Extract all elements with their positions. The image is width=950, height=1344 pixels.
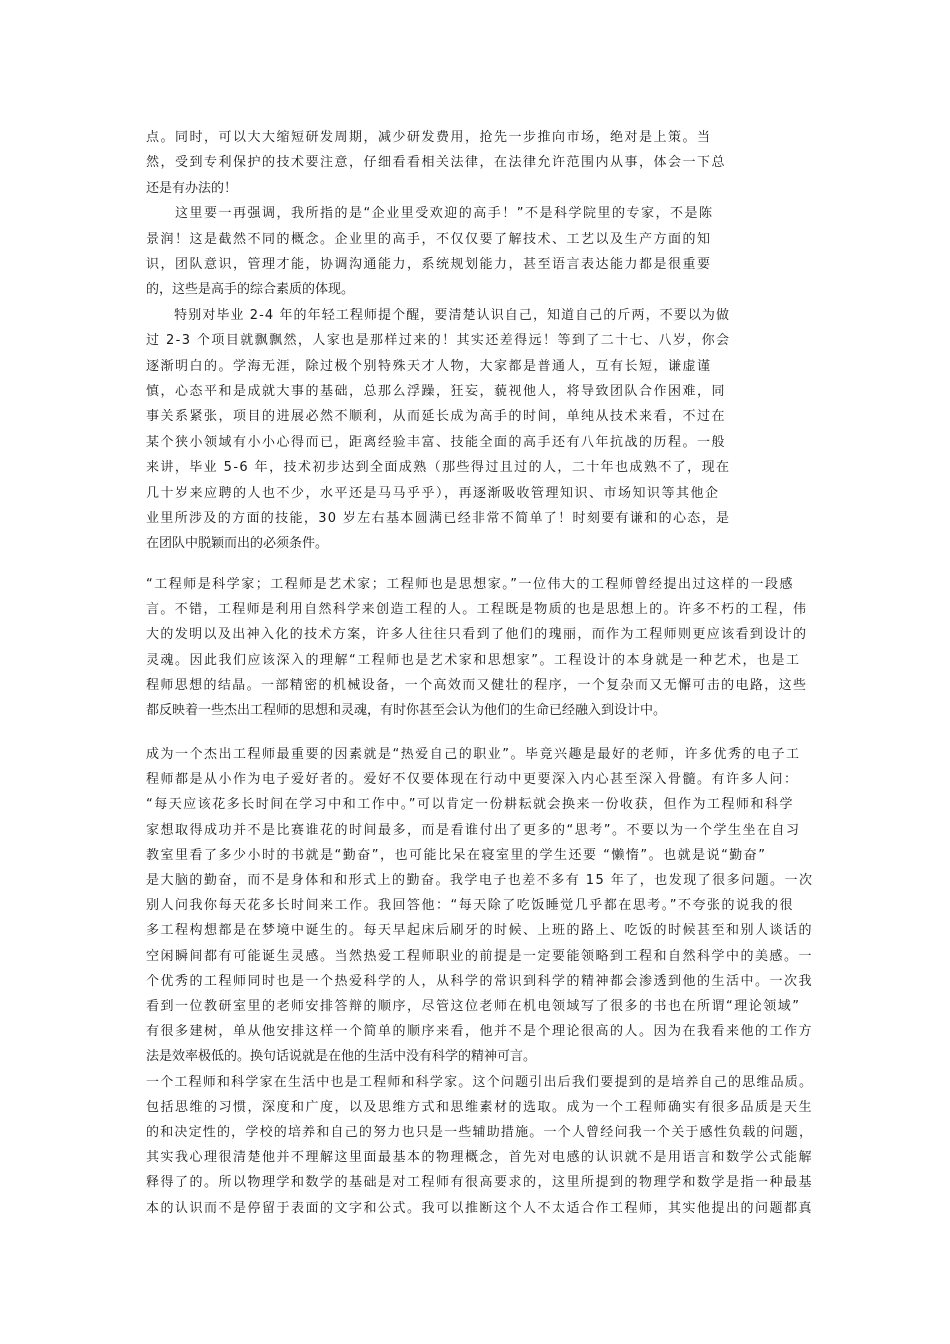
section3-line: 本的认识而不是停留于表面的文字和公式。我可以推断这个人不太适合作工程师，其实他提出的问题都真 [146, 1201, 814, 1216]
section3-line: 多工程构想都是在梦境中诞生的。每天早起床后刷牙的时候、上班的路上、吃饭的时候甚至和别人谈话的 [146, 923, 814, 938]
section3-line: 程师都是从小作为电子爱好者的。爱好不仅要体现在行动中更要深入内心甚至深入骨髓。有许多人问： [146, 772, 799, 787]
section3-line: 别人问我你每天花多长时间来工作。我回答他：“每天除了吃饭睡觉几乎都在思考。”不夸张的说我的很 [146, 898, 794, 913]
section2-line: 大的发明以及出神入化的技术方案，许多人往往只看到了他们的瑰丽，而作为工程师则更应该看到设计的 [146, 627, 808, 642]
section1-line: 来讲，毕业 5-6 年，技术初步达到全面成熟（那些得过且过的人，二十年也成熟不了，现在 [146, 460, 731, 475]
section1-line: 几十岁来应聘的人也不少，水平还是马马乎乎），再逐渐吸收管理知识、市场知识等其他企 [146, 486, 720, 501]
section3-line: 教室里看了多少小时的书就是“勤奋”，也可能比呆在寝室里的学生还要 “懒惰”。也就是说“勤奋” [146, 848, 767, 863]
section3-line: 一个工程师和科学家在生活中也是工程师和科学家。这个问题引出后我们要提到的是培养自己的思维品质。 [146, 1075, 814, 1090]
section2-line: 灵魂。因此我们应该深入的理解“工程师也是艺术家和思想家”。工程设计的本身就是一种艺术，也是工 [146, 653, 801, 668]
section1-line: 识，团队意识，管理才能，协调沟通能力，系统规划能力，甚至语言表达能力都是很重要 [146, 257, 712, 272]
section3-line: 包括思维的习惯，深度和广度，以及思维方式和思维素材的选取。成为一个工程师确实有很多品质是天生 [146, 1100, 814, 1115]
section1-line: 这里要一再强调，我所指的是“企业里受欢迎的高手！”不是科学院里的专家，不是陈 [146, 206, 714, 221]
section2-line: “工程师是科学家；工程师是艺术家；工程师也是思想家。”一位伟大的工程师曾经提出过这样的一段感 [146, 577, 794, 592]
section3-line: 家想取得成功并不是比赛谁花的时间最多，而是看谁付出了更多的“思考”。不要以为一个学生坐在自习 [146, 823, 801, 838]
section1-line: 逐渐明白的。学海无涯，除过极个别特殊天才人物，大家都是普通人，互有长短，谦虚谨 [146, 359, 712, 374]
section3-line: “每天应该花多长时间在学习中和工作中。”可以肯定一份耕耘就会换来一份收获，但作为工程师和科学 [146, 797, 794, 812]
section1-line: 然，受到专利保护的技术要注意，仔细看看相关法律，在法律允许范围内从事，体会一下总 [146, 155, 727, 170]
section2-line: 都反映着一些杰出工程师的思想和灵魂，有时你甚至会认为他们的生命已经融入到设计中。 [146, 703, 667, 718]
section1-line: 特别对毕业 2-4 年的年轻工程师提个醒，要清楚认识自己，知道自己的斤两，不要以为做 [146, 308, 731, 323]
section3-line: 空闲瞬间都有可能诞生灵感。当然热爱工程师职业的前提是一定要能领略到工程和自然科学中的美感。一 [146, 949, 814, 964]
section1-line: 业里所涉及的方面的技能，30 岁左右基本圆满已经非常不简单了！时刻要有谦和的心态，是 [146, 511, 731, 526]
section3-line: 成为一个杰出工程师最重要的因素就是“热爱自己的职业”。毕竟兴趣是最好的老师，许多优秀的电子工 [146, 747, 801, 762]
section2-line: 言。不错，工程师是利用自然科学来创造工程的人。工程既是物质的也是思想上的。许多不朽的工程，伟 [146, 602, 808, 617]
section3-line: 个优秀的工程师同时也是一个热爱科学的人，从科学的常识到科学的精神都会渗透到他的生活中。一次我 [146, 974, 814, 989]
section1-line: 的，这些是高手的综合素质的体现。 [146, 282, 355, 297]
section1-line: 点。同时，可以大大缩短研发周期，减少研发费用，抢先一步推向市场，绝对是上策。当 [146, 130, 712, 145]
section3-line: 其实我心理很清楚他并不理解这里面最基本的物理概念，首先对电感的认识就不是用语言和数学公式能解 [146, 1150, 814, 1165]
section1-line: 慎，心态平和是成就大事的基础，总那么浮躁，狂妄，藐视他人，将导致团队合作困难，同 [146, 384, 727, 399]
section1-line: 过 2-3 个项目就飘飘然，人家也是那样过来的！其实还差得远！等到了二十七、八岁，你会 [146, 333, 731, 348]
section3-line: 释得了的。所以物理学和数学的基础是对工程师有很高要求的，这里所提到的物理学和数学是指一种最基 [146, 1175, 814, 1190]
section1-line: 还是有办法的！ [146, 181, 238, 196]
section3-line: 的和决定性的，学校的培养和自己的努力也只是一些辅助措施。一个人曾经问我一个关于感性负载的问题， [146, 1125, 814, 1140]
section1-line: 在团队中脱颖而出的必须条件。 [146, 536, 329, 551]
section2-line: 程师思想的结晶。一部精密的机械设备，一个高效而又健壮的程序，一个复杂而又无懈可击的电路，这些 [146, 678, 808, 693]
section1-line: 事关系紧张，项目的进展必然不顺利，从而延长成为高手的时间，单纯从技术来看，不过在 [146, 409, 727, 424]
section3-line: 看到一位教研室里的老师安排答辩的顺序，尽管这位老师在机电领域写了很多的书也在所谓“理论领域” [146, 999, 801, 1014]
section1-line: 某个狭小领域有小小心得而已，距离经验丰富、技能全面的高手还有八年抗战的历程。一般 [146, 435, 727, 450]
section3-line: 是大脑的勤奋，而不是身体和和形式上的勤奋。我学电子也差不多有 15 年了，也发现了很多问题。一次 [146, 873, 814, 888]
section3-line: 有很多建树，单从他安排这样一个简单的顺序来看，他并不是个理论很高的人。因为在我看来他的工作方 [146, 1024, 814, 1039]
section3-line: 法是效率极低的。换句话说就是在他的生活中没有科学的精神可言。 [146, 1049, 537, 1064]
section1-line: 景润！这是截然不同的概念。企业里的高手，不仅仅要了解技术、工艺以及生产方面的知 [146, 232, 712, 247]
